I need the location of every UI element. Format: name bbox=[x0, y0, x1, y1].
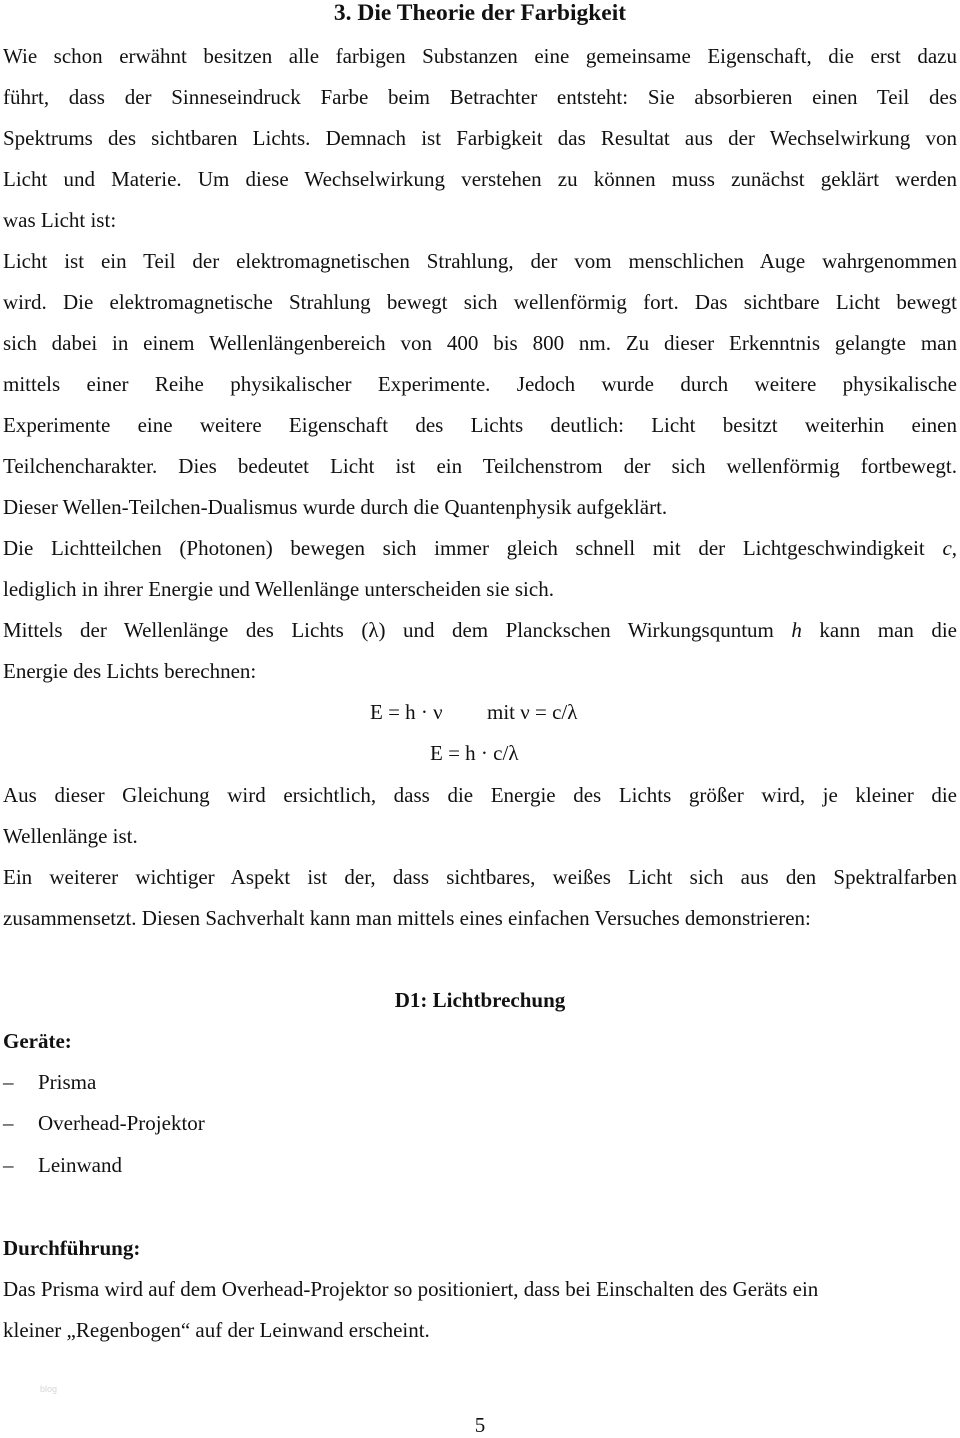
text-line bbox=[3, 610, 957, 651]
text-line: sich dabei in einem Wellenlängenbereich von 400 bis 800 nm. Zu dieser Erkenntnis gelangte man bbox=[3, 331, 957, 355]
variable-h: h bbox=[791, 618, 802, 642]
formula-energy-frequency: E = h · ν bbox=[370, 700, 443, 724]
text-line: Dieser Wellen-Teilchen-Dualismus wurde durch die Quantenphysik aufgeklärt. bbox=[3, 495, 668, 519]
paragraph-intro bbox=[3, 36, 957, 241]
list-item bbox=[3, 1103, 205, 1144]
text-line: was Licht ist: bbox=[3, 208, 117, 232]
text-segment: Mittels der Wellenlänge des Lichts (λ) und dem Planckschen Wirkungsquntum bbox=[3, 618, 774, 642]
paragraph-light bbox=[3, 241, 957, 528]
list-dash: – bbox=[3, 1070, 14, 1094]
text-line: lediglich in ihrer Energie und Wellenlänge unterscheiden sie sich. bbox=[3, 577, 554, 601]
text-line: Wellenlänge ist. bbox=[3, 824, 138, 848]
experiment-title: D1: Lichtbrechung bbox=[394, 988, 566, 1012]
text-line: Experimente eine weitere Eigenschaft des Lichts deutlich: Licht besitzt weiterhin einen bbox=[3, 413, 957, 437]
text-line: Aus dieser Gleichung wird ersichtlich, dass die Energie des Lichts größer wird, je kleiner die bbox=[3, 783, 957, 807]
text-segment: kann man die bbox=[819, 618, 957, 642]
text-line: mittels einer Reihe physikalischer Experimente. Jedoch wurde durch weitere physikalische bbox=[3, 372, 957, 396]
text-line: wird. Die elektromagnetische Strahlung bewegt sich wellenförmig fort. Das sichtbare Licht bewegt bbox=[3, 290, 957, 314]
page-number: 5 bbox=[474, 1413, 486, 1437]
paragraph-energy bbox=[3, 610, 957, 692]
paragraph-equation-conclusion bbox=[3, 775, 957, 857]
text-line: kleiner „Regenbogen“ auf der Leinwand erscheint. bbox=[3, 1318, 430, 1342]
text-line: Energie des Lichts berechnen: bbox=[3, 659, 257, 683]
text-line: führt, dass der Sinneseindruck Farbe beim Betrachter entsteht: Sie absorbieren einen Teil des bbox=[3, 85, 957, 109]
list-item-text: Overhead-Projektor bbox=[38, 1111, 205, 1135]
text-segment: , bbox=[951, 536, 958, 560]
paragraph-spectral-colors bbox=[3, 857, 957, 939]
watermark: blog bbox=[40, 1384, 58, 1394]
text-line: Teilchencharakter. Dies bedeutet Licht ist ein Teilchenstrom der sich wellenförmig fortbewegt. bbox=[3, 454, 957, 478]
list-dash: – bbox=[3, 1153, 14, 1177]
formula-energy-wavelength: E = h · c/λ bbox=[430, 741, 519, 765]
text-line: Das Prisma wird auf dem Overhead-Projektor so positioniert, dass bei Einschalten des Geräts ein bbox=[3, 1277, 819, 1301]
text-line bbox=[3, 528, 957, 569]
text-line: Spektrums des sichtbaren Lichts. Demnach ist Farbigkeit das Resultat aus der Wechselwirkung von bbox=[3, 126, 957, 150]
text-segment: Die Lichtteilchen (Photonen) bewegen sich immer gleich schnell mit der Lichtgeschwindigkeit bbox=[3, 536, 925, 560]
variable-c: c bbox=[942, 536, 952, 560]
formula-frequency-definition: mit ν = c/λ bbox=[487, 700, 578, 724]
paragraph-photons bbox=[3, 528, 957, 610]
list-dash: – bbox=[3, 1111, 14, 1135]
text-line: zusammensetzt. Diesen Sachverhalt kann man mittels eines einfachen Versuches demonstrieren: bbox=[3, 906, 811, 930]
paragraph-procedure bbox=[3, 1269, 957, 1351]
text-line: Licht ist ein Teil der elektromagnetischen Strahlung, der vom menschlichen Auge wahrgenommen bbox=[3, 249, 957, 273]
list-item bbox=[3, 1062, 96, 1103]
text-line: Wie schon erwähnt besitzen alle farbigen Substanzen eine gemeinsame Eigenschaft, die erst dazu bbox=[3, 44, 957, 68]
section-heading: 3. Die Theorie der Farbigkeit bbox=[333, 0, 627, 26]
text-line: Licht und Materie. Um diese Wechselwirkung verstehen zu können muss zunächst geklärt werden bbox=[3, 167, 957, 191]
devices-label: Geräte: bbox=[3, 1029, 72, 1053]
list-item-text: Prisma bbox=[38, 1070, 97, 1094]
text-line: Ein weiterer wichtiger Aspekt ist der, dass sichtbares, weißes Licht sich aus den Spektralfarben bbox=[3, 865, 957, 889]
procedure-label: Durchführung: bbox=[3, 1236, 141, 1260]
list-item-text: Leinwand bbox=[38, 1153, 122, 1177]
list-item bbox=[3, 1145, 122, 1186]
